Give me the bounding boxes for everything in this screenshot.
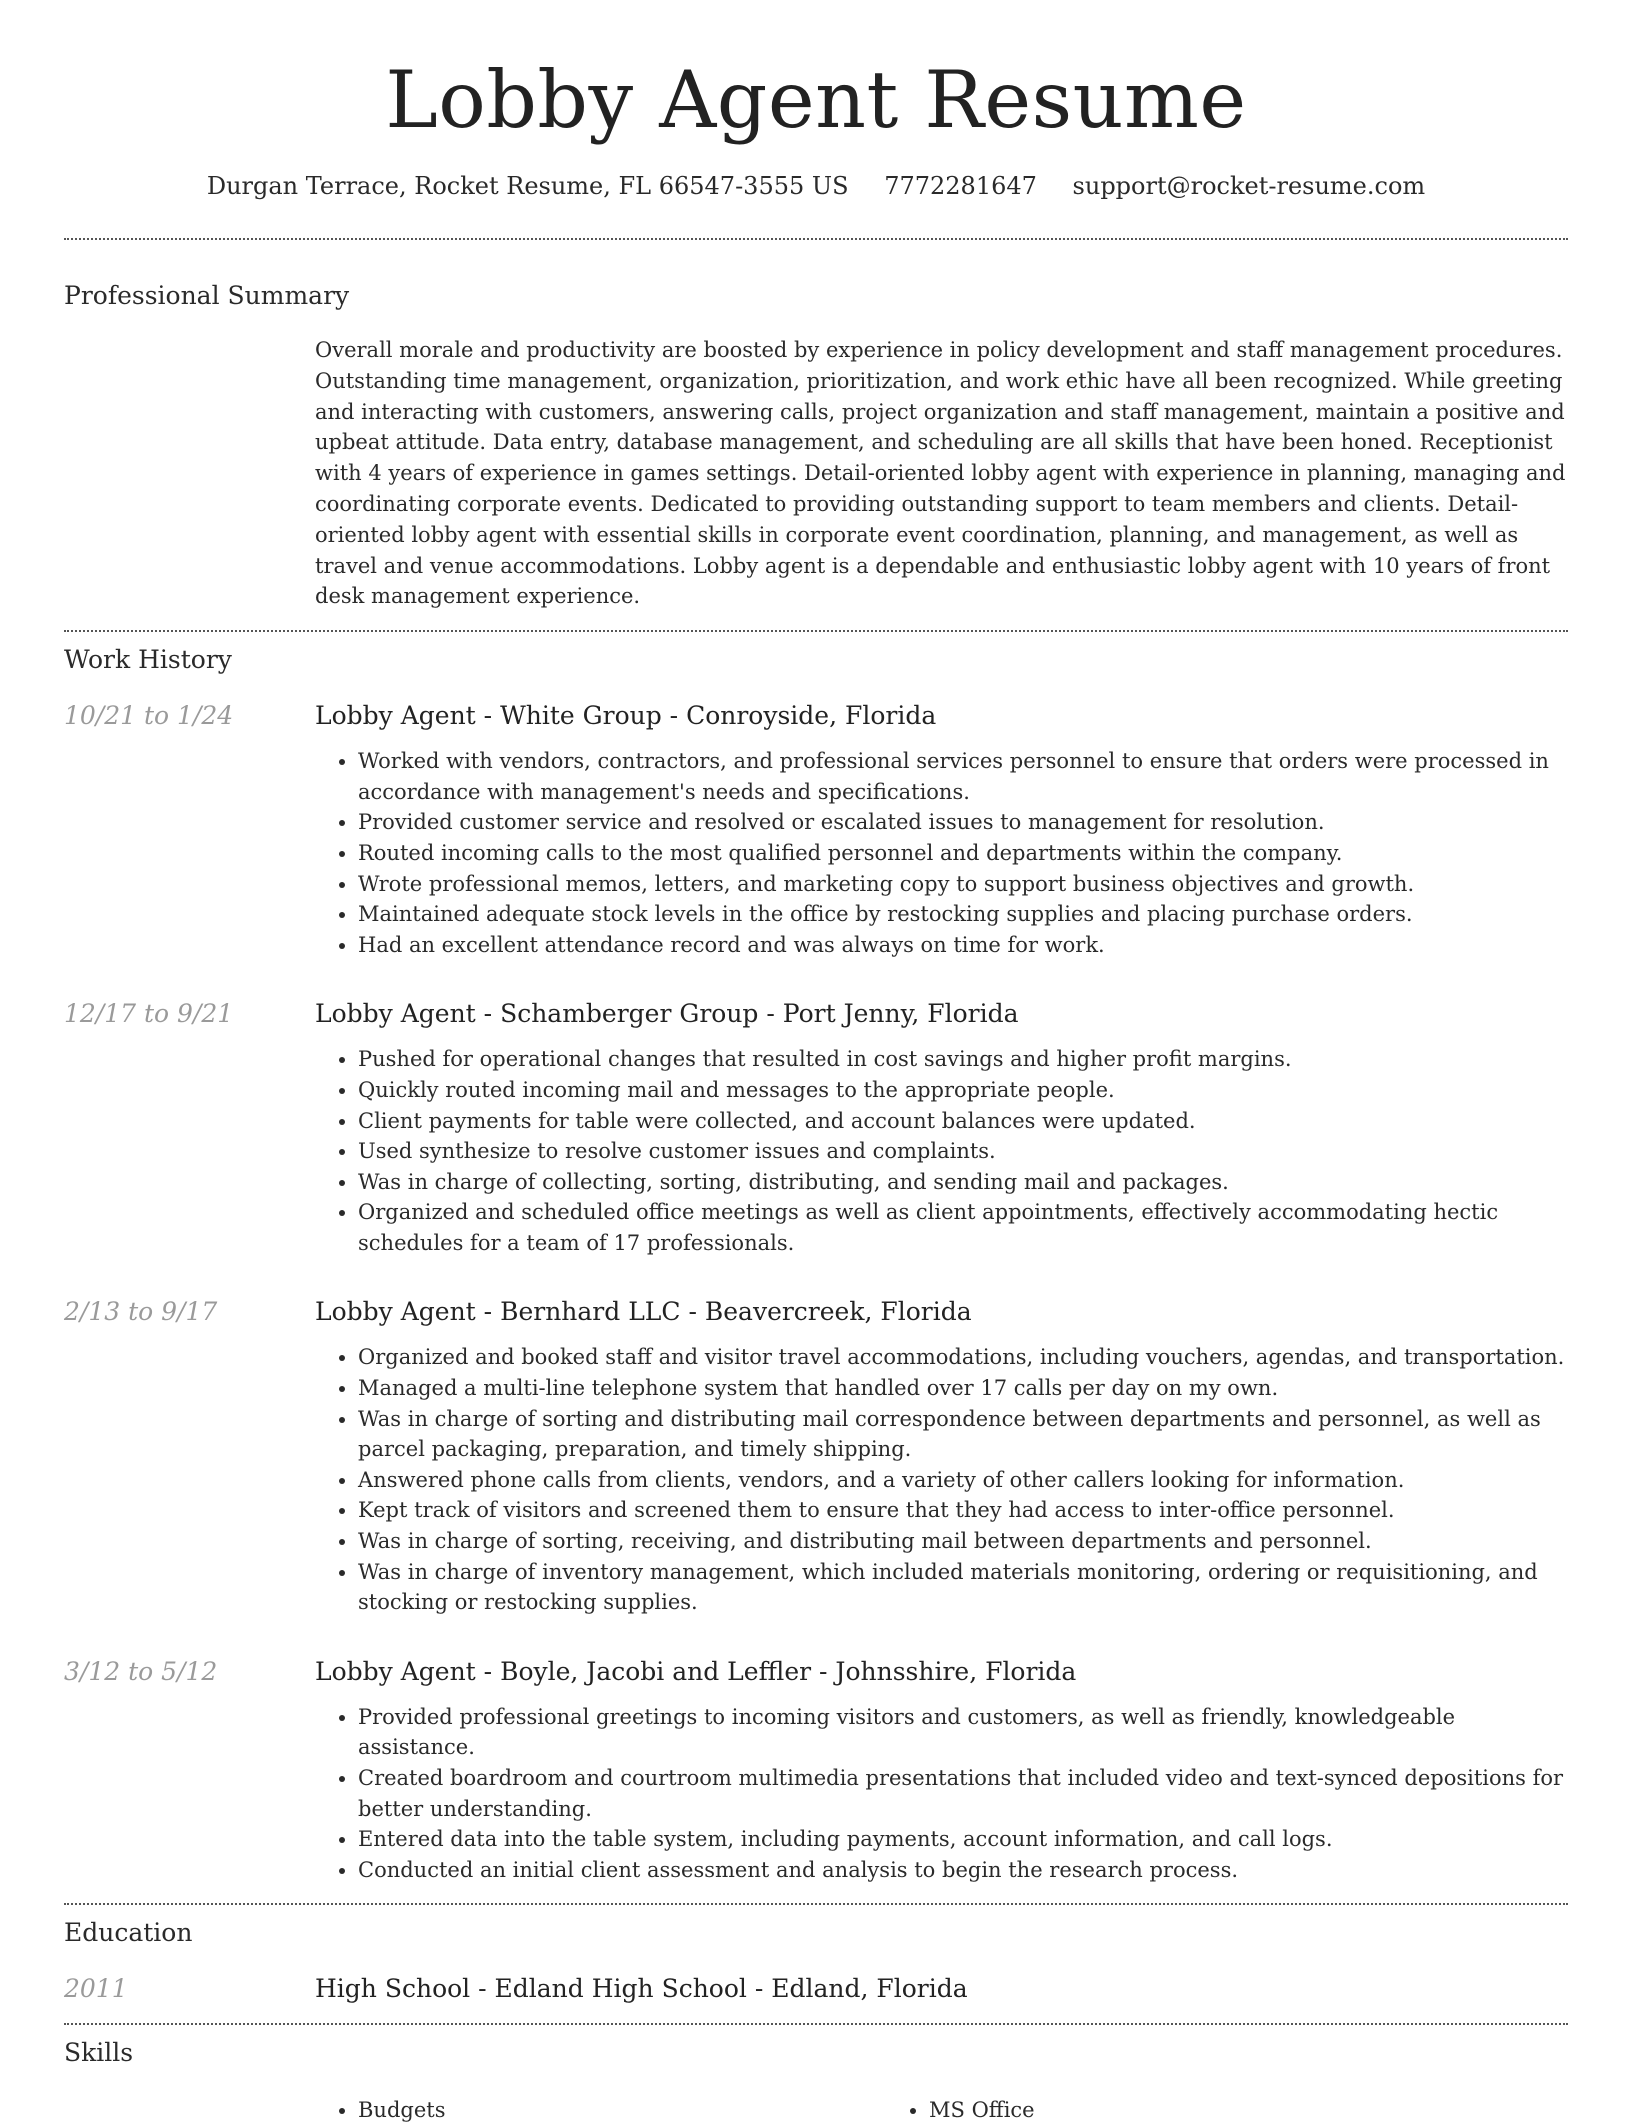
job-bullet: • Was in charge of inventory management, which included materials monitoring, ordering or requisitioning, and stocking or restocking supplies. [358, 1557, 1568, 1618]
work-history-heading: Work History [64, 645, 232, 675]
section-divider [64, 1903, 1568, 1905]
job-bullet: • Was in charge of sorting and distributing mail correspondence between departments and personnel, as well as parcel packaging, preparation, and timely shipping. [358, 1404, 1568, 1465]
job-bullet: • Entered data into the table system, including payments, account information, and call logs. [358, 1824, 1568, 1855]
job-bullet: • Answered phone calls from clients, vendors, and a variety of other callers looking for information. [358, 1465, 1568, 1496]
contact-line [64, 170, 1568, 202]
job-bullet: • Kept track of visitors and screened them to ensure that they had access to inter-office personnel. [358, 1495, 1568, 1526]
job-heading: Lobby Agent - Boyle, Jacobi and Leffler - Johnsshire, Florida [315, 1656, 1077, 1686]
skill-item: • MS Office [929, 2095, 1457, 2125]
job-bullet: • Was in charge of sorting, receiving, and distributing mail between departments and personnel. [358, 1526, 1568, 1557]
job-entry [64, 1656, 1568, 1886]
job-bullet: • Pushed for operational changes that resulted in cost savings and higher profit margins. [358, 1044, 1568, 1075]
skills-column-right [886, 2095, 1457, 2125]
contact-email: support@rocket-resume.com [1072, 172, 1426, 200]
job-bullet: • Provided customer service and resolved or escalated issues to management for resolution. [358, 807, 1568, 838]
job-bullet: • Provided professional greetings to incoming visitors and customers, as well as friendly, knowledgeable assistance. [358, 1702, 1568, 1763]
job-details [315, 998, 1568, 1258]
job-bullets [315, 1342, 1568, 1617]
job-bullet: • Created boardroom and courtroom multimedia presentations that included video and text-synced depositions for better understanding. [358, 1763, 1568, 1824]
skills-column-left [315, 2095, 886, 2125]
job-bullet: • Was in charge of collecting, sorting, distributing, and sending mail and packages. [358, 1167, 1568, 1198]
job-bullets [315, 1044, 1568, 1258]
job-bullet: • Managed a multi-line telephone system that handled over 17 calls per day on my own. [358, 1373, 1568, 1404]
skills-heading: Skills [64, 2038, 134, 2068]
job-heading: Lobby Agent - Schamberger Group - Port Jenny, Florida [315, 999, 1019, 1029]
job-heading: Lobby Agent - White Group - Conroyside, Florida [315, 701, 937, 731]
job-entry [64, 998, 1568, 1258]
section-divider [64, 2023, 1568, 2025]
summary-heading: Professional Summary [64, 281, 350, 310]
job-dates: 12/17 to 9/21 [64, 999, 234, 1029]
resume-title: Lobby Agent Resume [385, 54, 1247, 146]
section-divider [64, 630, 1568, 632]
education-details [315, 1973, 1568, 2005]
education-heading-line: High School - Edland High School - Edland, Florida [315, 1974, 968, 2004]
job-bullet: • Quickly routed incoming mail and messages to the appropriate people. [358, 1075, 1568, 1106]
job-entry [64, 1296, 1568, 1617]
summary-text: Overall morale and productivity are boosted by experience in policy development and staff management procedures. Outstanding time management, organization, prioritization, and work ethic have all been recognized. While greeting and interacting with customers, answering calls, project organization and staff management, maintain a positive and upbeat attitude. Data entry, database management, and scheduling are all skills that have been honed. Receptionist with 4 years of experience in games settings. Detail-oriented lobby agent with experience in planning, managing and coordinating corporate events. Dedicated to providing outstanding support to team members and clients. Detail-oriented lobby agent with essential skills in corporate event coordination, planning, and management, as well as travel and venue accommodations. Lobby agent is a dependable and enthusiastic lobby agent with 10 years of front desk management experience. [315, 338, 1566, 609]
job-bullet: • Routed incoming calls to the most qualified personnel and departments within the company. [358, 838, 1568, 869]
job-bullet: • Conducted an initial client assessment and analysis to begin the research process. [358, 1855, 1568, 1886]
job-bullet: • Client payments for table were collected, and account balances were updated. [358, 1106, 1568, 1137]
job-dates: 10/21 to 1/24 [64, 701, 234, 731]
job-bullets [315, 746, 1568, 960]
job-dates: 3/12 to 5/12 [64, 1656, 218, 1686]
job-details [315, 1656, 1568, 1886]
job-bullet: • Wrote professional memos, letters, and marketing copy to support business objectives and growth. [358, 869, 1568, 900]
section-divider [64, 238, 1568, 240]
education-year: 2011 [64, 1974, 128, 2004]
education-heading: Education [64, 1918, 193, 1948]
job-bullets [315, 1702, 1568, 1886]
contact-phone: 7772281647 [884, 172, 1037, 200]
job-bullet: • Organized and booked staff and visitor travel accommodations, including vouchers, agendas, and transportation. [358, 1342, 1568, 1373]
job-details [315, 700, 1568, 960]
job-entry [64, 700, 1568, 960]
education-entry [64, 1973, 1568, 2005]
job-heading: Lobby Agent - Bernhard LLC - Beavercreek, Florida [315, 1297, 972, 1327]
job-bullet: • Worked with vendors, contractors, and professional services personnel to ensure that orders were processed in accordance with management's needs and specifications. [358, 746, 1568, 807]
contact-address: Durgan Terrace, Rocket Resume, FL 66547-3555 US [206, 172, 849, 200]
job-bullet: • Used synthesize to resolve customer issues and complaints. [358, 1136, 1568, 1167]
job-bullet: • Organized and scheduled office meetings as well as client appointments, effectively accommodating hectic schedules for a team of 17 professionals. [358, 1197, 1568, 1258]
skills-list [315, 2095, 1568, 2125]
skill-item: • Budgets [358, 2095, 886, 2125]
job-details [315, 1296, 1568, 1617]
job-dates: 2/13 to 9/17 [64, 1297, 218, 1327]
job-bullet: • Had an excellent attendance record and was always on time for work. [358, 930, 1568, 961]
job-bullet: • Maintained adequate stock levels in the office by restocking supplies and placing purchase orders. [358, 899, 1568, 930]
